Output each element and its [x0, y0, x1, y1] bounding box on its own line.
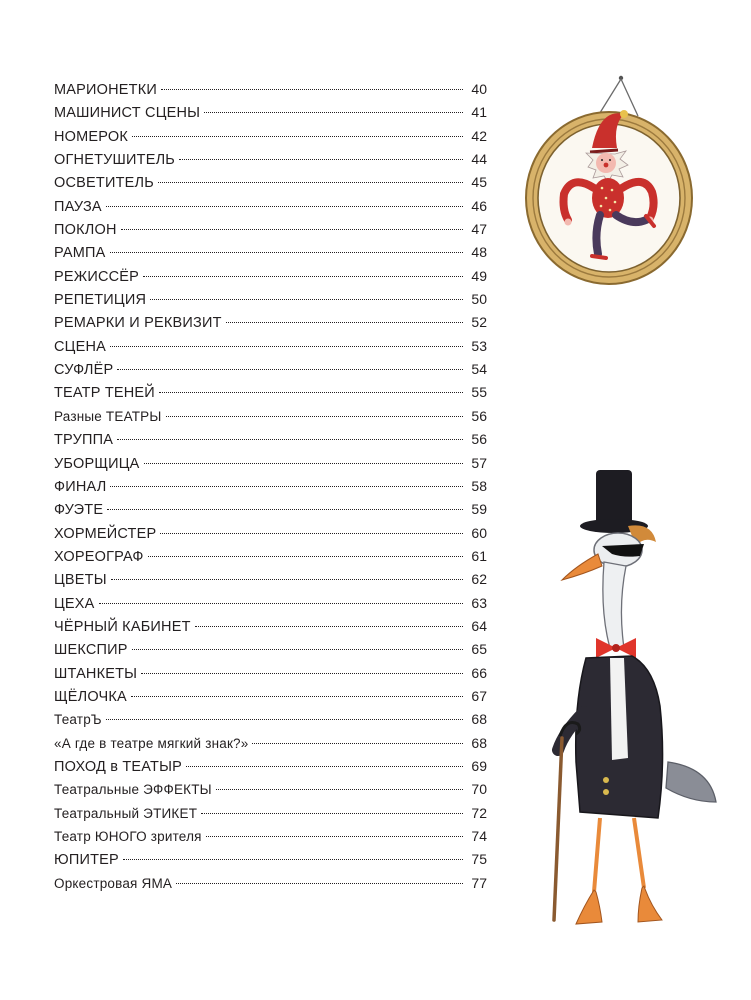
toc-entry[interactable] — [54, 732, 487, 755]
toc-entry-title: РЕПЕТИЦИЯ — [54, 292, 147, 309]
dot-leader — [99, 603, 463, 604]
table-of-contents — [54, 78, 487, 895]
dot-leader — [160, 533, 463, 534]
dot-leader — [107, 509, 463, 510]
toc-entry[interactable] — [54, 848, 487, 871]
toc-entry[interactable] — [54, 522, 487, 545]
toc-entry-page: 68 — [471, 711, 487, 728]
toc-entry-title: ЦВЕТЫ — [54, 572, 107, 589]
toc-entry-title: НОМЕРОК — [54, 128, 128, 145]
dot-leader — [110, 486, 463, 487]
toc-entry[interactable] — [54, 428, 487, 451]
dot-leader — [179, 159, 463, 160]
top-hat — [580, 470, 648, 533]
toc-entry-page: 60 — [471, 524, 487, 541]
toc-entry[interactable] — [54, 405, 487, 428]
toc-entry[interactable] — [54, 498, 487, 521]
dot-leader — [132, 136, 463, 137]
toc-entry-page: 55 — [471, 384, 487, 401]
dot-leader — [150, 299, 463, 300]
dot-leader — [166, 416, 463, 417]
dot-leader — [201, 813, 463, 814]
toc-entry-title: УБОРЩИЦА — [54, 455, 140, 472]
toc-entry[interactable] — [54, 381, 487, 404]
toc-entry-title: ПОХОД в ТЕАТЫР — [54, 758, 183, 775]
toc-entry[interactable] — [54, 311, 487, 334]
toc-entry-page: 75 — [471, 851, 487, 868]
dot-leader — [143, 276, 463, 277]
toc-entry[interactable] — [54, 872, 487, 895]
dot-leader — [186, 766, 463, 767]
dot-leader — [141, 673, 463, 674]
toc-entry-title: «А где в театре мягкий знак?» — [54, 735, 249, 751]
dot-leader — [123, 859, 463, 860]
toc-entry[interactable] — [54, 475, 487, 498]
dot-leader — [110, 252, 463, 253]
dot-leader — [106, 719, 463, 720]
dot-leader — [195, 626, 463, 627]
dot-leader — [216, 789, 463, 790]
toc-entry[interactable] — [54, 825, 487, 848]
toc-entry[interactable] — [54, 452, 487, 475]
toc-entry-page: 65 — [471, 641, 487, 658]
dot-leader — [106, 206, 463, 207]
dot-leader — [204, 112, 463, 113]
dot-leader — [111, 579, 463, 580]
toc-entry-page: 63 — [471, 594, 487, 611]
toc-entry[interactable] — [54, 358, 487, 381]
toc-entry-title: ШТАНКЕТЫ — [54, 665, 138, 682]
toc-entry-page: 53 — [471, 337, 487, 354]
toc-entry-page: 62 — [471, 571, 487, 588]
toc-entry[interactable] — [54, 148, 487, 171]
toc-entry-page: 54 — [471, 361, 487, 378]
hanging-string — [598, 76, 638, 116]
toc-entry-page: 41 — [471, 104, 487, 121]
toc-entry-page: 52 — [471, 314, 487, 331]
toc-entry[interactable] — [54, 195, 487, 218]
toc-entry-title: ФИНАЛ — [54, 478, 107, 495]
dot-leader — [148, 556, 463, 557]
toc-entry-page: 44 — [471, 151, 487, 168]
dot-leader — [117, 439, 463, 440]
toc-entry[interactable] — [54, 615, 487, 638]
toc-entry[interactable] — [54, 171, 487, 194]
toc-entry-title: ПАУЗА — [54, 198, 102, 215]
toc-entry[interactable] — [54, 592, 487, 615]
toc-entry[interactable] — [54, 335, 487, 358]
toc-entry-page: 56 — [471, 431, 487, 448]
toc-entry[interactable] — [54, 778, 487, 801]
toc-entry-title: ЩЁЛОЧКА — [54, 688, 127, 705]
toc-entry-title: СЦЕНА — [54, 338, 107, 355]
toc-entry-title: ТЕАТР ТЕНЕЙ — [54, 385, 155, 402]
toc-entry[interactable] — [54, 545, 487, 568]
toc-entry-page: 40 — [471, 81, 487, 97]
toc-entry-title: ФУЭТЕ — [54, 502, 104, 519]
dot-leader — [252, 743, 463, 744]
toc-entry-page: 77 — [471, 874, 487, 891]
toc-entry-title: РЕЖИССЁР — [54, 268, 140, 285]
toc-entry[interactable] — [54, 755, 487, 778]
toc-entry-page: 74 — [471, 828, 487, 844]
toc-entry-page: 45 — [471, 174, 487, 191]
toc-entry-page: 68 — [471, 734, 487, 751]
toc-entry-title: ЧЁРНЫЙ КАБИНЕТ — [54, 618, 191, 635]
toc-entry[interactable] — [54, 218, 487, 241]
toc-entry-page: 69 — [471, 757, 487, 774]
dot-leader — [161, 89, 463, 90]
toc-entry[interactable] — [54, 685, 487, 708]
toc-entry-title: Оркестровая ЯМА — [54, 875, 173, 891]
toc-entry-page: 48 — [471, 244, 487, 261]
toc-entry-page: 70 — [471, 781, 487, 798]
dot-leader — [131, 696, 463, 697]
toc-entry[interactable] — [54, 708, 487, 731]
toc-entry[interactable] — [54, 78, 487, 101]
toc-entry[interactable] — [54, 288, 487, 311]
toc-entry-title: МАРИОНЕТКИ — [54, 82, 157, 98]
toc-entry-title: ТРУППА — [54, 432, 114, 449]
jester-portrait-illustration — [520, 70, 700, 290]
toc-entry-title: ХОРЕОГРАФ — [54, 548, 144, 565]
toc-entry-title: ПОКЛОН — [54, 222, 117, 239]
toc-entry-page: 59 — [471, 501, 487, 518]
toc-entry-title: СУФЛЁР — [54, 362, 114, 379]
toc-entry-page: 64 — [471, 617, 487, 634]
toc-entry[interactable] — [54, 101, 487, 124]
toc-entry-title: ХОРМЕЙСТЕР — [54, 525, 157, 542]
dot-leader — [121, 229, 463, 230]
right-foot — [638, 886, 662, 922]
toc-entry-page: 47 — [471, 221, 487, 238]
toc-entry-title: Театральные ЭФФЕКТЫ — [54, 782, 212, 798]
dot-leader — [159, 392, 463, 393]
dot-leader — [132, 649, 463, 650]
toc-entry-title: ТеатрЪ — [54, 712, 102, 728]
toc-entry[interactable] — [54, 662, 487, 685]
dot-leader — [226, 322, 463, 323]
toc-entry[interactable] — [54, 802, 487, 825]
dot-leader — [110, 346, 463, 347]
toc-entry-page: 57 — [471, 454, 487, 471]
toc-entry-page: 46 — [471, 197, 487, 214]
dot-leader — [158, 182, 463, 183]
toc-entry-title: МАШИНИСТ СЦЕНЫ — [54, 105, 201, 122]
toc-entry-page: 66 — [471, 664, 487, 681]
toc-entry[interactable] — [54, 568, 487, 591]
toc-entry[interactable] — [54, 265, 487, 288]
toc-entry-title: ЮПИТЕР — [54, 852, 119, 869]
toc-entry-title: Разные ТЕАТРЫ — [54, 408, 162, 424]
toc-entry-title: ОГНЕТУШИТЕЛЬ — [54, 152, 176, 169]
dot-leader — [117, 369, 463, 370]
toc-entry-page: 61 — [471, 547, 487, 564]
dot-leader — [206, 836, 463, 837]
toc-entry-page: 50 — [471, 291, 487, 308]
toc-entry-title: ОСВЕТИТЕЛЬ — [54, 175, 154, 192]
toc-entry-title: РЕМАРКИ И РЕКВИЗИТ — [54, 315, 222, 332]
dot-leader — [176, 883, 463, 884]
left-foot — [576, 890, 602, 924]
toc-entry-page: 58 — [471, 477, 487, 494]
goose-gentleman-illustration — [540, 462, 730, 932]
toc-entry-title: Театральный ЭТИКЕТ — [54, 805, 198, 821]
toc-entry-page: 67 — [471, 687, 487, 704]
toc-entry-title: РАМПА — [54, 245, 106, 262]
toc-entry-title: ШЕКСПИР — [54, 642, 128, 659]
toc-entry-page: 72 — [471, 804, 487, 821]
toc-entry-page: 56 — [471, 407, 487, 424]
dot-leader — [144, 463, 463, 464]
toc-entry-page: 49 — [471, 267, 487, 284]
toc-entry[interactable] — [54, 638, 487, 661]
toc-entry-title: Театр ЮНОГО зрителя — [54, 829, 202, 844]
toc-entry[interactable] — [54, 241, 487, 264]
toc-entry-title: ЦЕХА — [54, 595, 95, 612]
toc-entry-page: 42 — [471, 127, 487, 144]
toc-entry[interactable] — [54, 125, 487, 148]
